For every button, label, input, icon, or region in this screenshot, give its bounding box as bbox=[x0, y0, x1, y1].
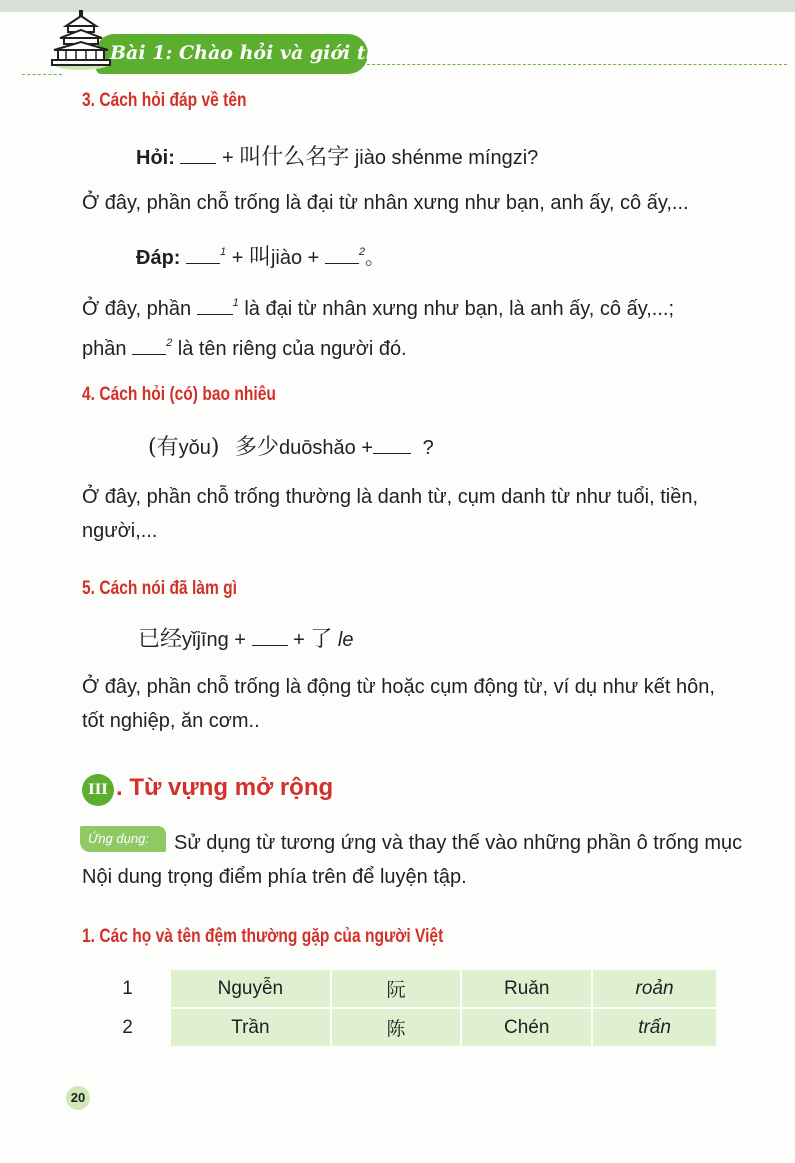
question-pinyin: jiào shénme míngzi? bbox=[354, 147, 539, 169]
section4-explanation: Ở đây, phần chỗ trống thường là danh từ, cụm danh từ như tuổi, tiền, người,... bbox=[82, 486, 699, 542]
lesson-title: Bài 1: Chào hỏi và giới thiệu bbox=[110, 42, 413, 64]
reading: trấn bbox=[593, 1009, 716, 1046]
pinyin-you: yǒu bbox=[178, 437, 211, 459]
paren: ( bbox=[148, 435, 157, 460]
header-dash-right bbox=[362, 64, 787, 65]
question-label: Hỏi: bbox=[136, 147, 175, 169]
plus: + bbox=[293, 629, 305, 651]
chinese-char: 阮 bbox=[332, 970, 461, 1007]
row-number: 1 bbox=[122, 977, 133, 999]
chinese-char: 陈 bbox=[332, 1009, 461, 1046]
superscript: 2 bbox=[358, 246, 366, 258]
plus: + bbox=[234, 629, 246, 651]
top-edge bbox=[0, 0, 795, 12]
blank bbox=[180, 160, 216, 164]
blank bbox=[132, 351, 166, 355]
vocab-table bbox=[84, 968, 718, 1048]
blank bbox=[252, 642, 288, 646]
plus: + bbox=[361, 437, 374, 459]
chinese-yijing: 已经 bbox=[138, 627, 183, 652]
text: là đại từ nhân xưng như bạn, là anh ấy, cô ấy,...; bbox=[244, 298, 675, 320]
pinyin-duoshao: duōshǎo bbox=[279, 437, 356, 459]
section5-pattern bbox=[138, 622, 354, 653]
question-chinese: 叫什么名字 bbox=[239, 145, 350, 170]
table-row bbox=[86, 1009, 716, 1046]
part3-instruction: Sử dụng từ tương ứng và thay thế vào những phần ô trống mục Nội dung trọng điểm phía trên để luyện tập. bbox=[82, 832, 743, 888]
question-mark: ? bbox=[422, 437, 434, 459]
section3-explanation2 bbox=[82, 286, 742, 366]
answer-pattern bbox=[136, 240, 385, 271]
section4-pattern bbox=[148, 430, 434, 461]
section3-heading: 3. Cách hỏi đáp về tên bbox=[82, 90, 247, 111]
text: phần bbox=[82, 338, 127, 360]
section5-heading: 5. Cách nói đã làm gì bbox=[82, 578, 237, 599]
roman-numeral-badge: III bbox=[82, 774, 114, 806]
blank bbox=[325, 260, 359, 264]
text: Ở đây, phần bbox=[82, 298, 192, 320]
section5-explanation: Ở đây, phần chỗ trống là động từ hoặc cụm động từ, ví dụ như kết hôn, tốt nghiệp, ăn cơm.. bbox=[82, 676, 715, 732]
blank bbox=[197, 311, 233, 315]
blank bbox=[373, 450, 411, 454]
section4-heading: 4. Cách hỏi (có) bao nhiêu bbox=[82, 384, 276, 405]
vietnamese-name: Nguyễn bbox=[171, 970, 330, 1007]
table-row bbox=[86, 970, 716, 1007]
chinese-duoshao: 多少 bbox=[235, 435, 280, 460]
section3-explanation1: Ở đây, phần chỗ trống là đại từ nhân xưng như bạn, anh ấy, cô ấy,... bbox=[82, 192, 689, 214]
pinyin-le: le bbox=[337, 629, 354, 651]
plus: + bbox=[222, 147, 234, 169]
text: là tên riêng của người đó. bbox=[177, 338, 407, 360]
chinese-le: 了 bbox=[310, 627, 333, 652]
row-number: 2 bbox=[122, 1016, 133, 1038]
full-stop: 。 bbox=[365, 247, 386, 269]
lesson-title-banner bbox=[96, 34, 413, 74]
pinyin-yijing: yǐjīng bbox=[182, 629, 229, 651]
vocab-subheading: 1. Các họ và tên đệm thường gặp của người Việt bbox=[82, 926, 444, 947]
reading: roản bbox=[593, 970, 716, 1007]
blank bbox=[186, 260, 220, 264]
question-pattern bbox=[136, 140, 538, 171]
application-tag: Ứng dụng: bbox=[80, 826, 166, 852]
page-number: 20 bbox=[66, 1086, 90, 1110]
vietnamese-name: Trần bbox=[171, 1009, 330, 1046]
paren: ) bbox=[210, 435, 220, 460]
answer-label: Đáp: bbox=[136, 247, 181, 269]
superscript: 2 bbox=[166, 337, 173, 349]
part3-title: . Từ vựng mở rộng bbox=[116, 774, 334, 801]
answer-chinese: 叫 bbox=[248, 245, 271, 270]
temple-icon bbox=[46, 8, 116, 78]
plus: + bbox=[231, 247, 244, 269]
pinyin: Chén bbox=[462, 1009, 591, 1046]
plus: + bbox=[307, 247, 320, 269]
pinyin: Ruǎn bbox=[462, 970, 591, 1007]
superscript: 1 bbox=[232, 297, 239, 309]
chinese-you: 有 bbox=[156, 435, 179, 460]
superscript: 1 bbox=[220, 246, 227, 258]
answer-pinyin: jiào bbox=[270, 247, 303, 269]
